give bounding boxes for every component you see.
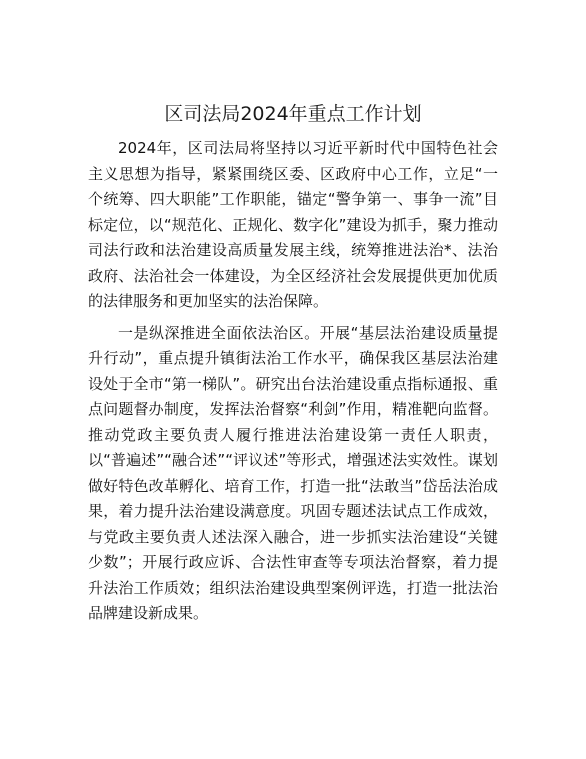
document-page xyxy=(88,100,498,633)
paragraph-section-one: 一是纵深推进全面依法治区。开展“基层法治建设质量提升行动”，重点提升镇街法治工作水平，确保我区基层法治建设处于全市“第一梯队”。研究出台法治建设重点指标通报、重点问题督办制度，发挥法治督察“利剑”作用，精准靶向监督。推动党政主要负责人履行推进法治建设第一责任人职责，以“普遍述”“融合述”“评议述”等形式，增强述法实效性。谋划做好特色改革孵化、培育工作，打造一批“法敢当”岱岳法治成果，着力提升法治建设满意度。巩固专题述法试点工作成效，与党政主要负责人述法深入融合，进一步抓实法治建设“关键少数”；开展行政应诉、合法性审查等专项法治督察，着力提升法治工作质效；组织法治建设典型案例评选，打造一批法治品牌建设新成果。 xyxy=(88,323,498,622)
paragraph-intro: 2024年，区司法局将坚持以习近平新时代中国特色社会主义思想为指导，紧紧围绕区委、区政府中心工作，立足“一个统筹、四大职能”工作职能，锚定“警争第一、事争一流”目标定位，以“规范化、正规化、数字化”建设为抓手，聚力推动司法行政和法治建设高质量发展主线，统筹推进法治*、法治政府、法治社会一体建设，为全区经济社会发展提供更加优质的法律服务和更加坚实的法治保障。 xyxy=(88,139,498,310)
document-title: 区司法局2024年重点工作计划 xyxy=(164,103,422,125)
